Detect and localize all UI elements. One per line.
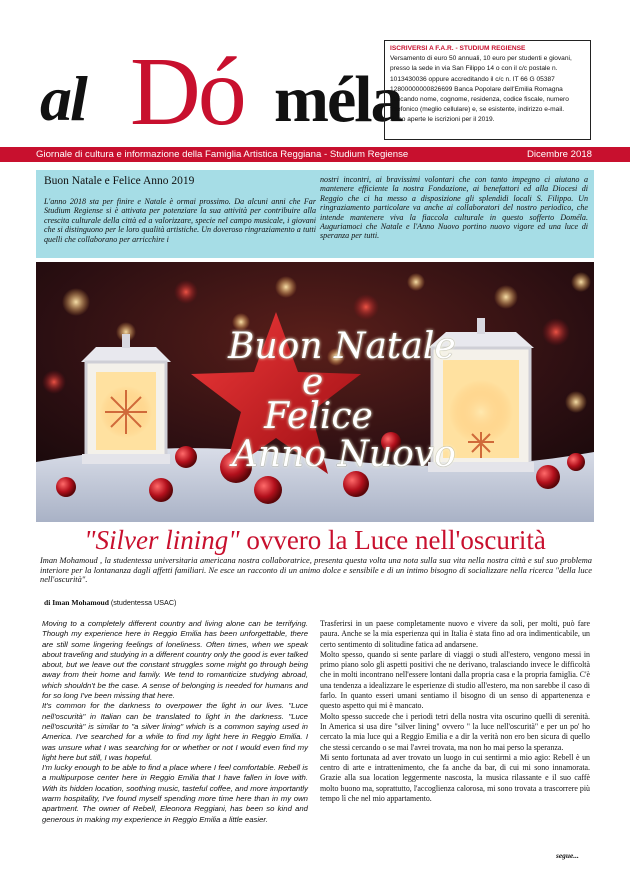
subscription-line: 12800000000826699 Banca Popolare dell'Emilia Romagna xyxy=(390,85,563,93)
header-banner xyxy=(0,147,630,162)
issue-date: Dicembre 2018 xyxy=(526,149,592,160)
caption-line-1: Buon Natale xyxy=(228,326,456,367)
english-paragraph: I'm lucky enough to be able to find a place where I feel comfortable. Rebell is a multipurpose center here in Reggio Emilia that I have fallen in love with. With its hidden location, soothing music, tasteful coffee, and more importantly warm hospitality, I've found myself spending more time here than in my own apartment. The owner of Rebell, Eleonora Reggiani, has been so kind and generous in making my experience in Reggio Emilia a little easier. xyxy=(42,763,308,824)
subscription-line: telefonico (meglio cellulare) e, se esistente, indirizzo e-mail. xyxy=(390,106,565,114)
italian-paragraph: Trasferirsi in un paese completamente nuovo e vivere da soli, per molti, può fare paura. Anche se la mia esperienza qui in Italia è stata fino ad ora indimenticabile, un certo sentimento di solitudine fatica ad andarsene. xyxy=(320,619,590,649)
greeting-text-col1: L'anno 2018 sta per finire e Natale è ormai prossimo. Da alcuni anni che Far Studium Regiense si è attivata per potenziare la sua attività per contribuire alla crescita culturale della città ed a valorizzare, specie nel campo musicale, i giovani che si distinguono per le loro qualità artistiche. Un doveroso ringraziamento a tutti quelli che collaborano per arricchire i xyxy=(44,197,316,244)
greeting-text-col2: nostri incontri, ai bravissimi volontari che con tanto impegno ci aiutano a mantenere efficiente la nostra Fondazione, ai benefattori ed alla Diocesi di Reggio che ci ha messo a disposizione gli splendidi locali S. Filippo. Un ringraziamento particolare va anche ai collaboratori del nostro periodico, che intende mantenere viva la fiaccola culturale in questo sofferto Doméla. Auguriamoci che Natale e l'Anno Nuovo portino nuovo vigore ed una luce di speranza per tutti. xyxy=(320,175,588,241)
subscription-line: 1013430036 oppure accreditando il c/c n. IT 66 G 05387 xyxy=(390,75,555,83)
byline-name: di Iman Mohamoud xyxy=(44,598,109,607)
logo-al: al xyxy=(40,63,86,134)
subscription-box xyxy=(384,40,591,140)
subscription-heading: ISCRIVERSI A F.A.R. - STUDIUM REGIENSE xyxy=(390,45,526,52)
italian-paragraph: Mi sento fortunata ad aver trovato un luogo in cui sentirmi a mio agio: Rebell è un centro di arte e intrattenimento, che fa anche da bar, di cui mi sono innamorata. Grazie alla sua location leggermente nascosta, la musica rilassante e il suo caffè molto buono ma, soprattutto, l'accoglienza calorosa, mi sono trovata a trascorrere più tempo lì che nel mio appartamento. xyxy=(320,752,590,804)
subscription-line: indicando nome, cognome, residenza, codice fiscale, numero xyxy=(390,96,569,104)
greeting-title: Buon Natale e Felice Anno 2019 xyxy=(44,175,195,187)
photo-caption xyxy=(36,262,594,522)
article-headline xyxy=(36,525,594,556)
english-paragraph: Moving to a completely different country and living alone can be terrifying. Though my experience here in Reggio Emilia has been unforgettable, there are still some lingering feelings of loneliness. Often times, when we speak about traveling and studying in a different country only the good is ever talked about, but we leave out the constant struggles some might go through being away from their home and family. We tend to romanticize studying abroad, which shouldn't be the case. A sense of belonging is needed for humans and for so long I've been missing that here. xyxy=(42,619,308,701)
subscription-line: presso la sede in via San Filippo 14 o con il c/c postale n. xyxy=(390,65,558,73)
article-english-column xyxy=(42,619,308,825)
caption-line-3: Felice xyxy=(264,396,373,437)
greeting-box xyxy=(36,170,594,258)
headline-italic: "Silver lining" xyxy=(84,525,240,555)
caption-line-4: Anno Nuovo xyxy=(232,434,456,475)
banner-subtitle: Giornale di cultura e informazione della Famiglia Artistica Reggiana - Studium Regiense xyxy=(36,149,409,160)
article-italian-column xyxy=(320,619,590,804)
headline-rest: ovvero la Luce nell'oscurità xyxy=(239,525,546,555)
continued-note: segue... xyxy=(556,851,579,860)
article-byline xyxy=(44,598,176,607)
english-paragraph: It's common for the darkness to overpower the light in our lives. "Luce nell'oscurità" in Italian can be translated to light in the darkness. "Luce nell'oscurità" is similar to "a silver lining" which is a common saying used in America. I've searched for a while to find my light here in Reggio Emilia. I was unsure what I was searching for or whether or not I would even find my light here but still, I was hopeful. xyxy=(42,701,308,762)
masthead-logo xyxy=(38,36,402,146)
caption-line-2: e xyxy=(302,362,324,403)
logo-mela: méla xyxy=(274,63,402,136)
italian-paragraph: Molto spesso, quando si sente parlare di viaggi o studi all'estero, vengono messi in primo piano solo gli aspetti positivi che ne derivano, tralasciando invece le difficoltà che in molti incontrano nell'essere lontani dalla propria casa e la propria famiglia. C'è una tendenza a idealizzare le esperienze di studio all'estero, ma non sarebbe il caso di farlo. In quanto esseri umani sentiamo il bisogno di un senso di appartenenza e questo aspetto qui mi è mancato. xyxy=(320,649,590,711)
logo-do: Dó xyxy=(130,38,244,146)
byline-role: (studentessa USAC) xyxy=(110,598,177,607)
italian-paragraph: Molto spesso succede che i periodi tetri della nostra vita oscurino quelli di serenità. In America si usa dire "silver lining" ovvero " la luce nell'oscurità" e per un po' ho cercato la mia luce qui a Reggio Emilia e a dir la verità non ero ben sicura di quello che stessi cercando o se mai l'avrei trovata, ma non ho mai perso la speranza. xyxy=(320,711,590,752)
subscription-line: Sono aperte le iscrizioni per il 2019. xyxy=(390,116,495,124)
article-lead: Iman Mohamoud , la studentessa universitaria americana nostra collaboratrice, presenta questa volta una nota sulla sua vita nella nostra città e sul suo problema interiore per la lontananza dagli affetti familiari. Ne esce un racconto di un animo dolce e sensibile e di un intimo bisogno di socializzare nella ricerca "della luce nell'oscurità". xyxy=(40,556,592,585)
subscription-line: Versamento di euro 50 annuali, 10 euro per studenti e giovani, xyxy=(390,55,572,63)
